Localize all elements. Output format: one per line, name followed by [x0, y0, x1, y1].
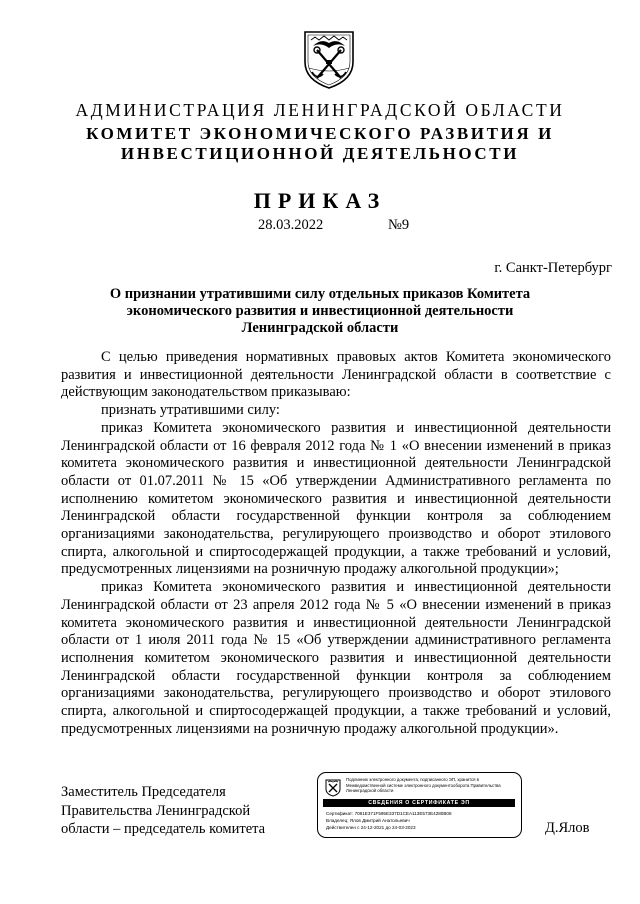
- document-date: 28.03.2022: [258, 217, 324, 233]
- order-title: [0, 286, 640, 337]
- order-body: [61, 349, 611, 738]
- stamp-validity: Действителен с 24-12-2021 до 24-03-2023: [326, 825, 416, 830]
- administration-title: АДМИНИСТРАЦИЯ ЛЕНИНГРАДСКОЙ ОБЛАСТИ: [75, 100, 565, 120]
- order-title-line3: Ленинградской области: [241, 320, 399, 336]
- document-type-heading: ПРИКАЗ: [253, 188, 387, 213]
- body-paragraph-order-1: приказ Комитета экономического развития и инвестиционной деятельности Ленинградской области от 16 февраля 2012 года № 1 «О внесении изменений в приказ комитета экономического развития и инвестиционной деятельности Ленинградской области от 01.07.2011 № 15 «Об утверждении Административного регламента по исполнению комитетом экономического развития и инвестиционной деятельности Ленинградской области государственной функции контроля за соблюдением организациями законодательства, регулирующего производство и оборот этилового спирта, алкогольной и спиртосодержащей продукции, а также требований и условий, предусмотренных лицензиями на розничную продажу алкогольной продукции»;: [61, 419, 611, 578]
- committee-title-line2: ИНВЕСТИЦИОННОЙ ДЕЯТЕЛЬНОСТИ: [120, 144, 520, 163]
- body-paragraph-decision: признать утратившими силу:: [101, 402, 280, 419]
- signatory-position-line1: Заместитель Председателя: [61, 784, 226, 800]
- committee-title-line1: КОМИТЕТ ЭКОНОМИЧЕСКОГО РАЗВИТИЯ И: [86, 124, 554, 143]
- signature-emblem-icon: [324, 779, 342, 797]
- stamp-notice-text: Подлинник электронного документа, подписанного ЭП, хранится в Межведомственной системе электронного документооборота Правительства Ленинградской области: [346, 777, 501, 794]
- signatory-position-line3: области – председатель комитета: [61, 821, 266, 837]
- stamp-certificate-heading: СВЕДЕНИЯ О СЕРТИФИКАТЕ ЭП: [323, 799, 515, 807]
- document-city: г. Санкт-Петербург: [494, 260, 612, 276]
- signatory-position-line2: Правительства Ленинградской: [61, 802, 251, 819]
- body-paragraph-preamble: С целью приведения нормативных правовых актов Комитета экономического развития и инвестиционной деятельности Ленинградской области в соответствие с действующим законодательством приказываю:: [61, 349, 611, 401]
- stamp-certificate-id: Сертификат: 7081E371F595E337D1CEA113E573E4280B08: [326, 811, 452, 816]
- electronic-signature-stamp: [317, 772, 522, 838]
- body-paragraph-order-2: приказ Комитета экономического развития и инвестиционной деятельности Ленинградской области от 23 апреля 2012 года № 5 «О внесении изменений в приказ комитета экономического развития и инвестиционной деятельности Ленинградской области от 1 июля 2011 года № 15 «Об утверждении административного регламента исполнения комитетом экономического развития и инвестиционной деятельности Ленинградской области государственной функции контроля за соблюдением организациями законодательства, регулирующего производство и оборот этилового спирта, алкогольной и спиртосодержащей продукции, а также требований и условий, предусмотренных лицензиями на розничную продажу алкогольной продукции».: [61, 579, 611, 737]
- committee-title: [0, 124, 640, 164]
- order-title-line1: О признании утратившими силу отдельных приказов Комитета: [109, 286, 531, 302]
- coat-of-arms-emblem: [299, 28, 359, 90]
- stamp-owner: Владелец: Ялов Дмитрий Анатольевич: [326, 818, 410, 823]
- document-number: №9: [388, 217, 410, 233]
- order-title-line2: экономического развития и инвестиционной деятельности: [126, 303, 514, 319]
- signatory-name: Д.Ялов: [545, 820, 590, 836]
- signatory-position: [61, 783, 265, 839]
